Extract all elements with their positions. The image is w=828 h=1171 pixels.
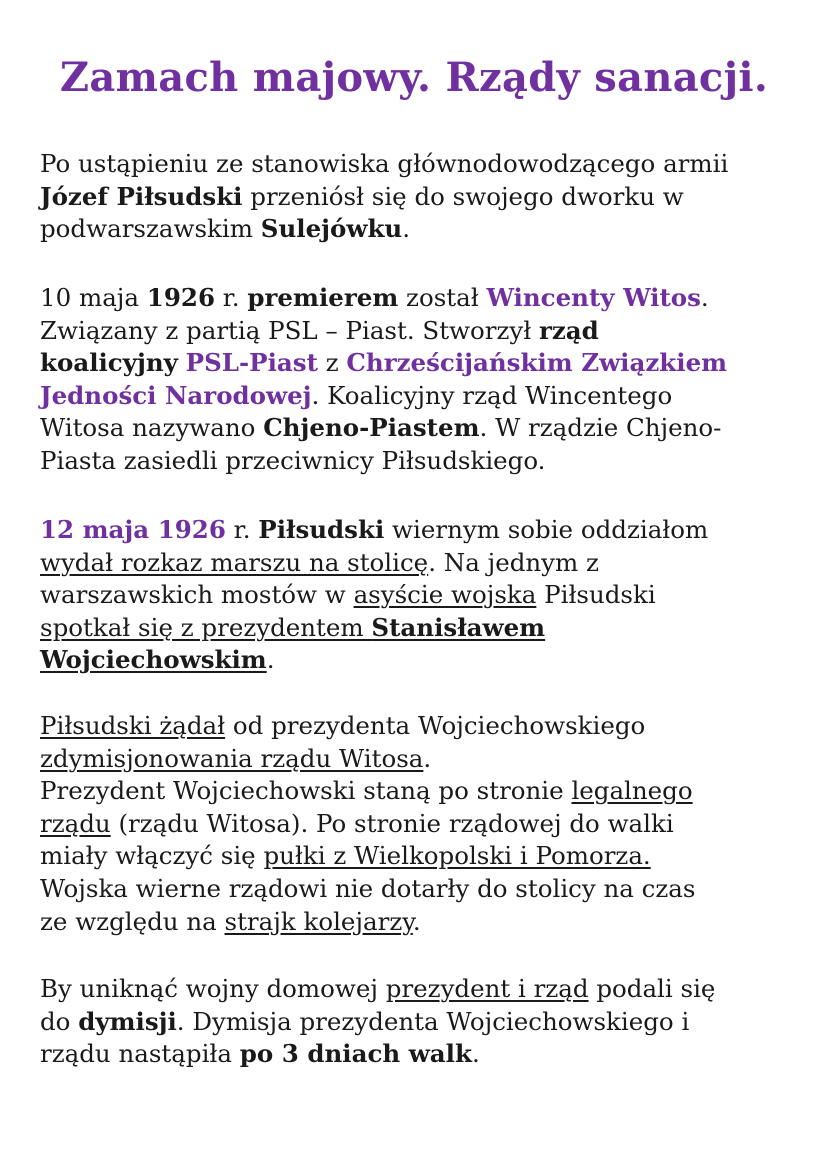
text-run: .	[266, 645, 275, 675]
underlined-text: wydał rozkaz marszu na stolicę	[40, 547, 429, 577]
underlined-text: asyście wojska	[353, 580, 537, 610]
text-run: Związany z partią PSL – Piast. Stworzył	[40, 315, 539, 345]
bold-text: po 3 dniach walk	[239, 1039, 472, 1069]
paragraph-4	[40, 710, 800, 938]
underlined-text: pułki z Wielkopolski i Pomorza.	[263, 841, 651, 871]
text-run: miały włączyć się	[40, 841, 264, 871]
text-run: (rządu Witosa). Po stronie rządowej do walki	[110, 808, 674, 838]
text-run: podali się	[588, 974, 716, 1003]
text-line	[40, 347, 800, 380]
text-run: do	[40, 1006, 79, 1036]
text-line	[40, 213, 800, 246]
bold-text: Piłsudski	[258, 515, 385, 544]
text-run: wiernym sobie oddziałom	[384, 515, 709, 544]
bold-text: Józef Piłsudski	[40, 181, 243, 211]
text-line	[40, 579, 800, 612]
text-run: . W rządzie Chjeno-	[479, 413, 722, 443]
paragraph-3	[40, 514, 800, 677]
text-run: . Na jednym z	[428, 547, 599, 577]
text-line	[40, 743, 800, 776]
bold-text: Chjeno-Piastem	[263, 413, 480, 443]
text-line	[40, 1038, 800, 1071]
text-run	[178, 348, 186, 377]
text-run: Witosa nazywano	[40, 413, 264, 443]
underlined-text: rządu	[40, 808, 111, 838]
text-line	[40, 514, 800, 547]
text-line	[40, 547, 800, 580]
text-run: . Koalicyjny rząd Wincentego	[311, 380, 673, 410]
underlined-bold-text: Wojciechowskim	[40, 645, 267, 675]
bold-text: koalicyjny	[40, 348, 178, 378]
text-run: r.	[215, 283, 248, 312]
highlight-text: Wincenty Witos	[486, 283, 701, 312]
text-run: .	[471, 1039, 480, 1069]
text-run: 10 maja	[40, 283, 147, 312]
text-line	[40, 710, 800, 743]
highlight-text: 12 maja 1926	[40, 515, 226, 544]
text-line	[40, 282, 800, 315]
text-line	[40, 412, 800, 445]
underlined-text: prezydent i rząd	[385, 974, 589, 1003]
highlight-text: Chrześcijańskim Związkiem	[346, 348, 728, 378]
paragraph-5	[40, 973, 800, 1071]
text-run: .	[700, 283, 709, 312]
highlight-text: PSL-Piast	[185, 348, 318, 378]
text-run: od prezydenta Wojciechowskiego	[225, 711, 646, 740]
text-line	[40, 315, 800, 348]
text-run: By uniknąć wojny domowej	[40, 974, 386, 1003]
text-run: .	[412, 906, 421, 936]
text-line: Wojska wierne rządowi nie dotarły do stolicy na czas	[40, 873, 696, 903]
page-title: Zamach majowy. Rządy sanacji.	[59, 54, 769, 101]
text-line	[40, 840, 800, 873]
underlined-text: Piłsudski żądał	[40, 711, 226, 740]
text-run: rządu nastąpiła	[40, 1039, 240, 1069]
text-line: Po ustąpieniu ze stanowiska głównodowodzącego armii	[40, 149, 729, 178]
text-line	[40, 1006, 800, 1039]
text-run: .	[423, 743, 432, 773]
text-line: Piasta zasiedli przeciwnicy Piłsudskiego.	[40, 445, 546, 475]
text-run: przeniósł się do swojego dworku w	[242, 181, 684, 211]
text-run: warszawskich mostów w	[40, 580, 354, 610]
bold-text: premierem	[247, 283, 399, 312]
text-line	[40, 808, 800, 841]
underlined-text: strajk kolejarzy	[224, 906, 413, 936]
underlined-text: spotkał się z prezydentem	[40, 612, 372, 642]
text-run: r.	[225, 515, 259, 544]
text-line	[40, 906, 800, 939]
text-run: ze względu na	[40, 906, 225, 936]
bold-text: rząd	[538, 315, 599, 345]
text-run: z	[317, 348, 347, 378]
text-run: został	[398, 283, 487, 312]
bold-text: Sulejówku	[260, 214, 403, 244]
text-run: Piłsudski	[536, 580, 656, 610]
underlined-text: legalnego	[571, 776, 693, 806]
underlined-bold-text: Stanisławem	[371, 612, 546, 642]
text-run: . Dymisja prezydenta Wojciechowskiego i	[176, 1006, 690, 1036]
text-line	[40, 775, 800, 808]
text-line	[40, 612, 800, 645]
text-run: Prezydent Wojciechowski staną po stronie	[40, 776, 572, 806]
text-run: .	[402, 214, 411, 244]
text-line	[40, 380, 800, 413]
paragraph-1	[40, 148, 800, 246]
underlined-text: zdymisjonowania rządu Witosa	[40, 743, 424, 773]
bold-text: dymisji	[78, 1006, 177, 1036]
paragraph-2	[40, 282, 800, 478]
text-line	[40, 644, 800, 677]
text-run: podwarszawskim	[40, 214, 261, 244]
bold-text: 1926	[146, 283, 215, 312]
text-line	[40, 973, 800, 1006]
highlight-text: Jedności Narodowej	[40, 380, 312, 410]
text-line	[40, 181, 800, 214]
